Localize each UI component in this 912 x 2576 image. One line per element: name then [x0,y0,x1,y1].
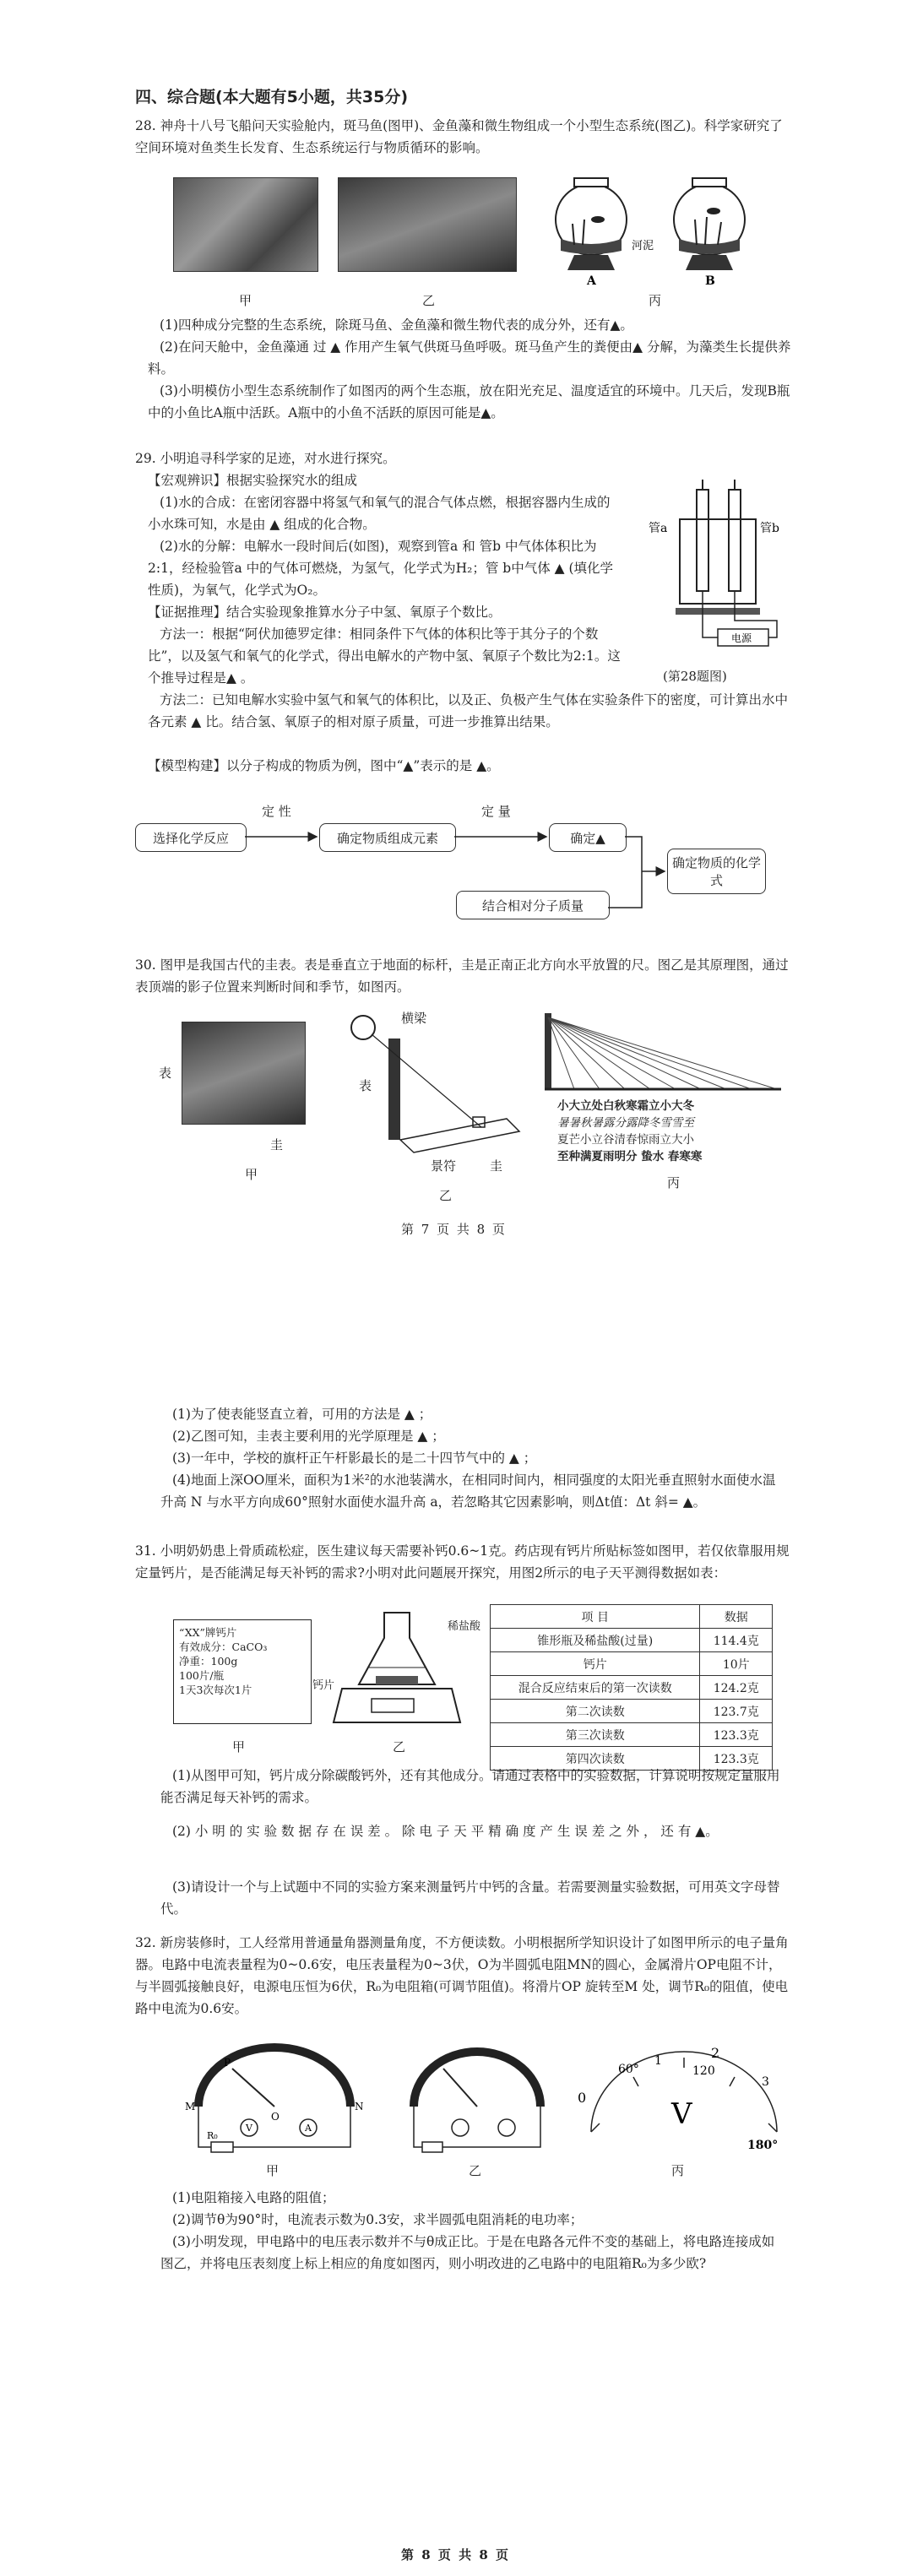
q31-fig-jia-caption: 甲 [232,1739,246,1754]
q32-part1: (1)电阻箱接入电路的阻值； [172,2190,335,2205]
q28-part3: (3)小明模仿小型生态系统制作了如图丙的两个生态瓶，放在阳光充足、温度适宜的环境中。几天后，发现B瓶中的小鱼比A瓶中活跃。A瓶中的小鱼不活跃的原因可能是▲。 [148,383,790,420]
page-number-7: 第 7 页 共 8 页 [401,1222,507,1237]
table-cell: 114.4克 [700,1629,773,1652]
table-row [491,1723,773,1747]
ammeter-label: A [305,2123,312,2134]
section-title: 四、综合题(本大题有5小题，共35分) [135,88,409,106]
table-row [491,1652,773,1676]
q30-fig-yi-caption: 乙 [439,1188,453,1203]
q30-part4: (4)地面上深OO厘米，面积为1米²的水池装满水，在相同时间内，相同强度的太阳光垂直照射水面使水温升高 N 与水平方向成60°照射水面使水温升高 a，若忽略其它因素影响，则Δt值：Δt 斜= ▲。 [160,1472,776,1510]
table-cell: 混合反应结束后的第一次读数 [491,1676,700,1700]
solar-terms-row-2: 暑暑秋暑露分露降冬雪雪至 [557,1116,694,1130]
q31-fig-yi-caption: 乙 [393,1739,406,1754]
label-ingredient: 有效成分：CaCO₃ [179,1641,268,1653]
q31-part2: (2) 小 明 的 实 验 数 据 存 在 误 差 。 除 电 子 天 平 精 确 度 产 生 误 差 之 外 ， 还 有 ▲。 [172,1824,719,1839]
q29-fig-caption: (第28题图) [663,669,727,684]
table-cell: 第三次读数 [491,1723,700,1747]
table-header-item: 项 目 [491,1605,700,1629]
table-cell: 123.3克 [700,1747,773,1771]
space-ecosystem-photo [338,177,517,272]
mud-label: 河泥 [632,240,654,252]
eco-bottles-figure [540,173,768,287]
sun [351,1016,375,1039]
flow-label-qualitative: 定 性 [262,804,291,819]
tube-b [729,490,741,591]
q30-jingfu-label: 景符 [431,1158,457,1174]
label-dose: 1天3次每次1片 [179,1684,252,1696]
q29-part1: (1)水的合成：在密闭容器中将氢气和氧气的混合气体点燃，根据容器内生成的小水珠可知，水是由 ▲ 组成的化合物。 [148,495,611,532]
voltmeter-label: V [246,2123,252,2134]
q32-fig-bing-caption: 丙 [671,2163,685,2178]
r0-label: R₀ [207,2130,218,2141]
q29-evidence: 【证据推理】结合实验现象推算水分子中氢、氧原子个数比。 [148,605,502,620]
dial-60-tick: 60° [618,2063,639,2076]
solar-terms-rays [540,1009,785,1093]
table-cell: 123.7克 [700,1700,773,1723]
label-count: 100片/瓶 [179,1669,225,1682]
tablet-label: 钙片 [312,1679,335,1692]
electrolysis-figure [642,473,794,659]
q29-method1: 方法一：根据“阿伏加德罗定律：相同条件下气体的体积比等于其分子的个数比”，以及氢气和氧气的化学式，得出电解水的产物中氢、氧原子个数比为2:1。这个推导过程是▲ 。 [148,626,621,686]
table-row [491,1676,773,1700]
balance-display [372,1699,414,1712]
solar-terms-row-3: 夏芒小立谷清春惊雨立大小 [557,1133,694,1147]
zebrafish-photo [173,177,318,272]
solar-terms-row-4: 至种满夏雨明分 蛰水 春寒寒 [557,1150,703,1163]
dial-180-tick: 180° [747,2139,779,2152]
flow-select-reaction: 选择化学反应 [135,823,247,852]
dial-3-tick: 3 [762,2075,769,2089]
table-cell: 第四次读数 [491,1747,700,1771]
bottle-a-label: A [587,274,596,287]
flow-label-quantitative: 定 量 [481,804,511,819]
m-label: M [185,2101,196,2112]
table-cell: 钙片 [491,1652,700,1676]
q28-part1: (1)四种成分完整的生态系统，除斑马鱼、金鱼藻和微生物代表的成分外，还有▲。 [160,317,633,333]
n-label: N [355,2101,364,2112]
beaker [680,519,756,604]
q32-fig-yi-caption: 乙 [469,2163,482,2178]
table-cell: 锥形瓶及稀盐酸(过量) [491,1629,700,1652]
q30-gui2-label: 圭 [490,1158,503,1174]
tube-a [697,490,708,591]
q30-part1: (1)为了使表能竖直立着，可用的方法是 ▲ ； [172,1407,432,1422]
table-header-row [491,1605,773,1629]
table-row [491,1629,773,1652]
q32-part3: (3)小明发现，甲电路中的电压表示数并不与θ成正比。于是在电路各元件不变的基础上，将电路连接成如图乙，并将电压表刻度上标上相应的角度如图丙，则小明改进的乙电路中的电阻箱R₀为多少欧? [160,2234,775,2271]
q30-crossbeam-label: 横梁 [401,1011,427,1026]
tube-b-label: 管b [760,522,779,535]
q30-fig-jia-caption: 甲 [245,1167,258,1182]
page-number-8: 第 8 页 共 8 页 [401,2547,510,2562]
dial-2-tick: 2 [711,2045,720,2061]
flow-arrows [245,811,676,920]
resistance-box [211,2142,233,2152]
bottle-b-label: B [705,274,715,287]
q28-stem: 28. 神舟十八号飞船问天实验舱内，斑马鱼(图甲)、金鱼藻和微生物组成一个小型生态系统(图乙)。科学家研究了空间环境对鱼类生长发育、生态系统运行与物质循环的影响。 [135,118,783,155]
semicircle-resistor [198,2047,350,2107]
q28-fig-yi-caption: 乙 [422,293,436,308]
page-8 [0,1402,912,2576]
q29-part2: (2)水的分解：电解水一段时间后(如图)，观察到管a 和 管b 中气体体积比为2:1，经检验管a 中的气体可燃烧，为氢气，化学式为H₂；管 b中气体 ▲ (填化学性质)，为氧气，化学式为O₂。 [148,539,614,598]
conical-flask [359,1613,435,1684]
flow-determine-formula: 确定物质的化学式 [667,849,766,894]
angle-voltmeter-dial [566,2039,785,2157]
protractor-circuit-jia [173,2039,376,2157]
o-label: O [271,2111,280,2123]
q30-biao2-label: 表 [359,1078,372,1093]
q29-method2: 方法二：已知电解水实验中氢气和氧气的体积比，以及正、负极产生气体在实验条件下的密度，可计算出水中各元素 ▲ 比。结合氢、氧原子的相对原子质量，可进一步推算出结果。 [148,692,789,729]
q28-part2: (2)在问天舱中，金鱼藻通 过 ▲ 作用产生氧气供斑马鱼呼吸。斑马鱼产生的粪便由▲ 分解，为藻类生长提供养料。 [148,339,791,377]
dial-120-tick: 120 [692,2064,715,2078]
q32-stem: 32. 新房装修时，工人经常用普通量角器测量角度，不方便读数。小明根据所学知识设计了如图甲所示的电子量角器。电路中电流表量程为0~0.6安，电压表量程为0~3伏，O为半圆弧电阻MN的圆心，金属滑片OP电阻不计，与半圆弧接触良好，电源电压恒为6伏，R₀为电阻箱(可调节阻值)。将滑片OP 旋转至M 处，调节R₀的阻值，使电路中电流为0.6安。 [135,1935,789,2016]
p-label: P [224,2057,231,2069]
electronic-balance [334,1689,460,1722]
q29-macro: 【宏观辨识】根据实验探究水的组成 [148,473,358,488]
guibiao-photo [182,1022,306,1125]
q31-stem: 31. 小明奶奶患上骨质疏松症，医生建议每天需要补钙0.6~1克。药店现有钙片所贴标签如图甲，若仅依靠服用规定量钙片，是否能满足每天补钙的需求?小明对此问题展开探究，用图2所示的电子天平测得数据如表： [135,1543,790,1581]
dial-zero-tick: 0 [578,2090,587,2106]
tube-a-label: 管a [649,522,668,535]
page-7 [0,0,912,1266]
q31-part1: (1)从图甲可知，钙片成分除碳酸钙外，还有其他成分。请通过表格中的实验数据，计算说明按规定量服用能否满足每天补钙的需求。 [160,1768,780,1805]
q30-stem: 30. 图甲是我国古代的圭表。表是垂直立于地面的标杆，圭是正南正北方向水平放置的尺。图乙是其原理图，通过表顶端的影子位置来判断时间和季节，如图丙。 [135,957,789,995]
q30-fig-bing-caption: 丙 [667,1175,681,1190]
q32-fig-jia-caption: 甲 [266,2163,280,2178]
table-cell: 第二次读数 [491,1700,700,1723]
flow-determine-ratio: 确定▲ [549,823,627,852]
label-net-weight: 净重：100g [179,1655,238,1668]
q30-part2: (2)乙图可知，圭表主要利用的光学原理是 ▲ ； [172,1429,445,1444]
q30-biao-label: 表 [159,1066,172,1081]
q30-gui-label: 圭 [270,1137,284,1152]
flow-relative-mass: 结合相对分子质量 [456,891,610,919]
table-cell: 10片 [700,1652,773,1676]
calcium-tablet-label [173,1619,312,1724]
dial-1-tick: 1 [654,2054,662,2068]
q31-part3: (3)请设计一个与上试题中不同的实验方案来测量钙片中钙的含量。若需要测量实验数据，可用英文字母替代。 [160,1879,780,1917]
table-header-data: 数据 [700,1605,773,1629]
q29-stem: 29. 小明追寻科学家的足迹，对水进行探究。 [135,451,396,466]
q28-fig-jia-caption: 甲 [239,293,252,308]
slider-op [232,2069,274,2107]
protractor-circuit-yi [397,2039,557,2157]
q32-part2: (2)调节θ为90°时，电流表示数为0.3安，求半圆弧电阻消耗的电功率； [172,2212,584,2227]
q30-part3: (3)一年中，学校的旗杆正午杆影最长的是二十四节气中的 ▲ ； [172,1451,537,1466]
solar-terms-row-1: 小大立处白秋寒霜立小大冬 [557,1099,694,1113]
table-cell: 124.2克 [700,1676,773,1700]
acid-label: 稀盐酸 [448,1620,481,1633]
power-label: 电源 [731,632,752,644]
q29-model: 【模型构建】以分子构成的物质为例，图中“▲”表示的是 ▲。 [148,758,500,773]
q28-fig-bing-caption: 丙 [649,293,662,308]
table-row [491,1700,773,1723]
table-cell: 123.3克 [700,1723,773,1747]
dial-v-symbol: V [671,2097,692,2131]
label-brand: “XX”牌钙片 [179,1626,237,1639]
flow-determine-elements: 确定物质组成元素 [319,823,456,852]
q31-data-table [490,1604,773,1771]
